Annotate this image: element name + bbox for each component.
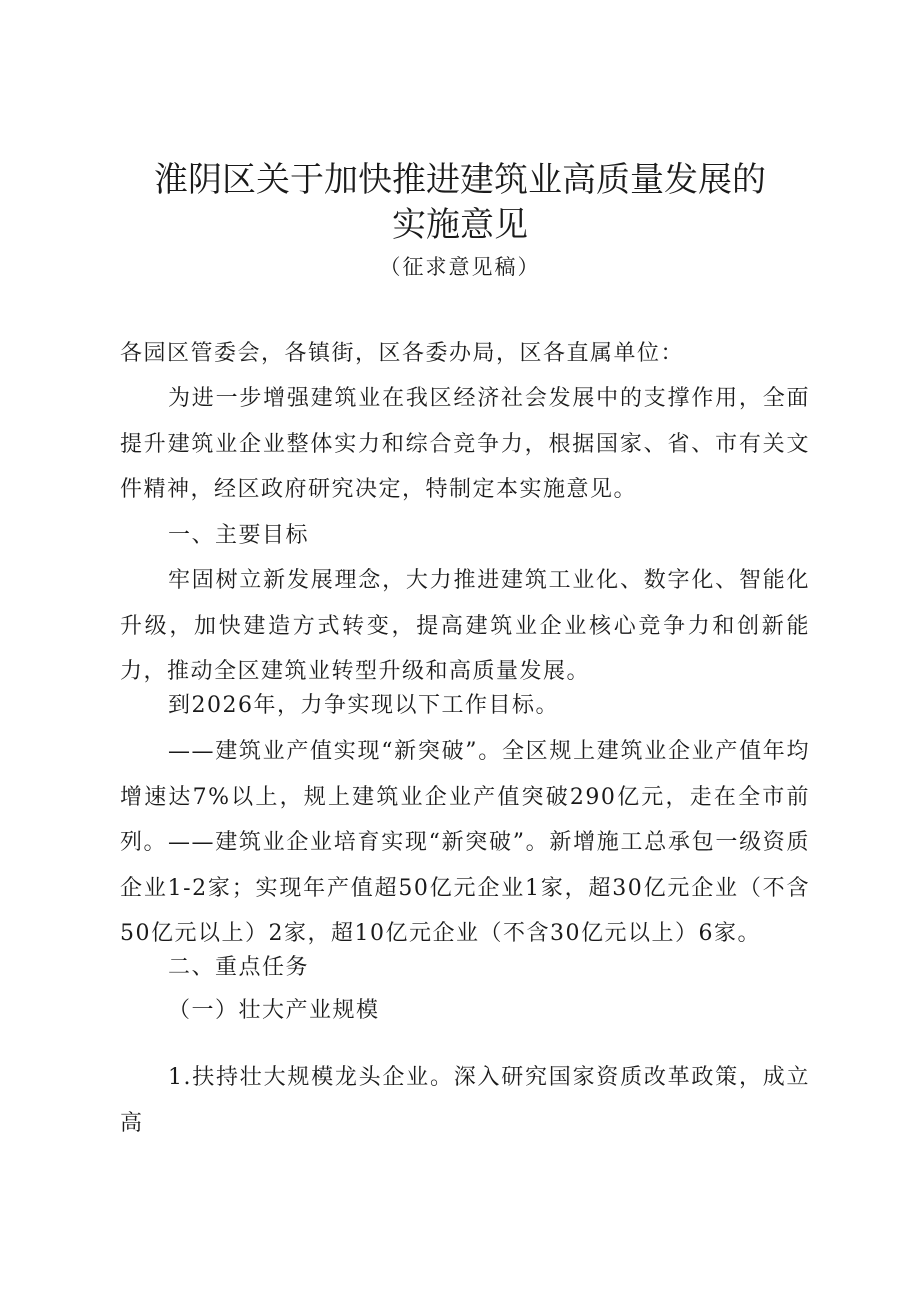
task-1-paragraph: 1.扶持壮大规模龙头企业。深入研究国家资质改革政策，成立高 — [120, 1065, 810, 1136]
section-heading-main-goals: 一、主要目标 — [168, 523, 310, 548]
goal-output-paragraph: ——建筑业产值实现“新突破”。全区规上建筑业企业产值年均增速达7%以上，规上建筑业企业产值突破290亿元，走在全市前列。 — [120, 739, 810, 855]
intro-paragraph: 为进一步增强建筑业在我区经济社会发展中的支撑作用，全面提升建筑业企业整体实力和综合竞争力，根据国家、省、市有关文件精神，经区政府研究决定，特制定本实施意见。 — [120, 386, 810, 502]
section-heading-key-tasks: 二、重点任务 — [168, 955, 310, 980]
goal-enterprise-paragraph: ——建筑业企业培育实现“新突破”。新增施工总承包一级资质企业1-2家；实现年产值超50亿元企业1家，超30亿元企业（不含50亿元以上）2家，超10亿元企业（不含30亿元以上）6家。 — [120, 830, 810, 946]
subsection-heading-industry-scale: （一）壮大产业规模 — [168, 998, 380, 1023]
document-title-line-1: 淮阴区关于加快推进建筑业高质量发展的 — [154, 160, 766, 200]
document-title-line-2: 实施意见 — [392, 205, 528, 245]
document-subtitle: （征求意见稿） — [379, 255, 541, 279]
goal-year-paragraph: 到2026年，力争实现以下工作目标。 — [168, 693, 559, 718]
goal-description-paragraph: 牢固树立新发展理念，大力推进建筑工业化、数字化、智能化升级，加快建造方式转变，提高建筑业企业核心竞争力和创新能力，推动全区建筑业转型升级和高质量发展。 — [120, 568, 810, 684]
addressee: 各园区管委会，各镇街，区各委办局，区各直属单位： — [120, 341, 685, 366]
